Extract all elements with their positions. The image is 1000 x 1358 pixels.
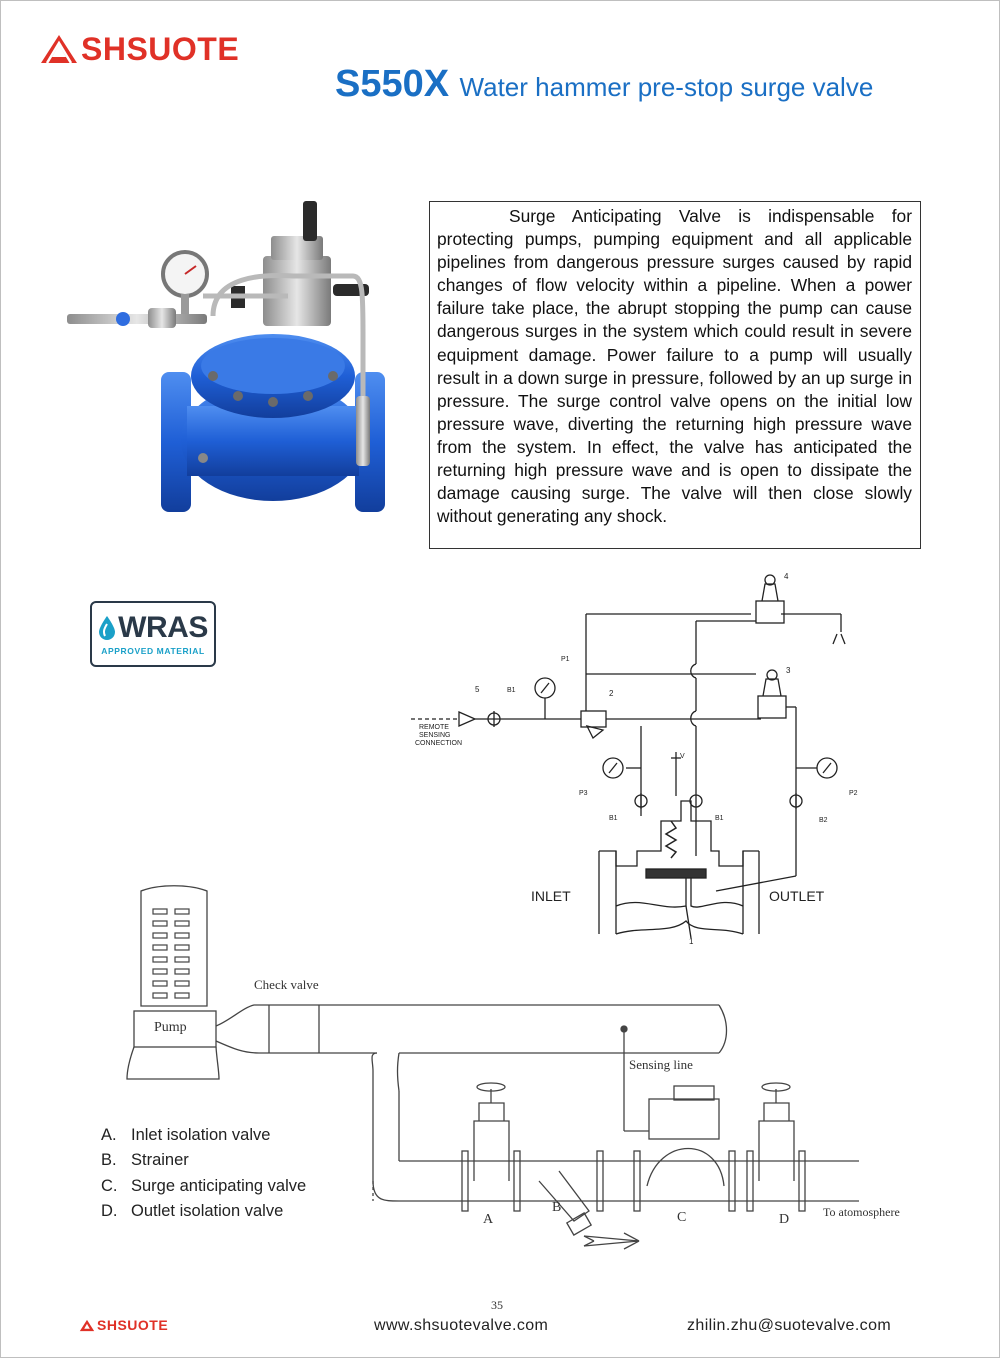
remote-label-3: CONNECTION xyxy=(415,740,463,747)
remote-label-2: SENSING xyxy=(419,732,451,739)
legend-item: D. Outlet isolation valve xyxy=(101,1202,284,1220)
label-a: A xyxy=(483,1212,494,1227)
remote-label-1: REMOTE xyxy=(419,724,449,731)
to-atmosphere-label: To atomosphere xyxy=(823,1205,900,1219)
badge-name: WRAS xyxy=(118,611,208,644)
header-brand: SHSUOTE xyxy=(81,30,240,67)
label-b2: B2 xyxy=(819,817,828,824)
water-drop-icon xyxy=(98,615,116,641)
label-p1: P1 xyxy=(561,656,570,663)
description-text: Surge Anticipating Valve is indispensable for protecting pumps, pumping equipment and all applicable pipelines from dangerous pressure surges caused by rapid changes of flow velocity within a pipeline. When a power failure take place, the abrupt stopping the pump can cause dangerous surges in the system which could result in severe equipment damage. Power failure to a pump will usually result in a down surge in pressure, followed by an up surge in pressure. The surge control valve opens on the initial low pressure wave, diverting the returning high pressure wave from the system. In effect, the valve has anticipated the returning high pressure wave and is open to dissipate the damage causing surge. The valve will then close slowly without generating any shock. xyxy=(437,206,912,527)
label-b: B xyxy=(552,1200,562,1215)
label-2: 2 xyxy=(609,689,614,698)
footer-email[interactable]: zhilin.zhu@suotevalve.com xyxy=(687,1317,892,1334)
check-valve-label: Check valve xyxy=(254,977,319,992)
sensing-line-label: Sensing line xyxy=(629,1057,693,1072)
model-code: S550X xyxy=(335,63,450,105)
footer-logo xyxy=(79,1317,168,1333)
inlet-label: INLET xyxy=(531,888,571,904)
label-3: 3 xyxy=(786,666,791,675)
label-p2: P2 xyxy=(849,790,858,797)
legend-item: A. Inlet isolation valve xyxy=(101,1126,271,1144)
label-c: C xyxy=(677,1210,687,1225)
badge-subtitle: APPROVED MATERIAL xyxy=(101,646,205,656)
brand-logo-icon xyxy=(79,1319,95,1332)
header-logo xyxy=(39,31,239,67)
label-p3: P3 xyxy=(579,790,588,797)
description-box xyxy=(429,201,921,549)
label-b1-top: B1 xyxy=(507,687,516,694)
label-b1-left: B1 xyxy=(609,815,618,822)
footer-website[interactable]: www.shsuotevalve.com xyxy=(374,1317,549,1334)
footer-brand: SHSUOTE xyxy=(97,1317,169,1333)
label-4: 4 xyxy=(784,572,789,581)
model-title: Water hammer pre-stop surge valve xyxy=(459,72,874,102)
product-photo xyxy=(63,196,403,521)
brand-logo-icon xyxy=(39,33,79,65)
label-1: 1 xyxy=(689,937,694,946)
legend-item: C. Surge anticipating valve xyxy=(101,1177,307,1195)
wras-badge xyxy=(90,601,216,667)
page-number: 35 xyxy=(491,1298,503,1312)
page-title xyxy=(335,63,873,106)
label-v: V xyxy=(680,753,685,760)
outlet-label: OUTLET xyxy=(769,888,825,904)
pump-label: Pump xyxy=(154,1020,187,1035)
label-d: D xyxy=(779,1212,790,1227)
label-5: 5 xyxy=(475,685,480,694)
label-b1-mid: B1 xyxy=(715,815,724,822)
legend-item: B. Strainer xyxy=(101,1151,189,1169)
